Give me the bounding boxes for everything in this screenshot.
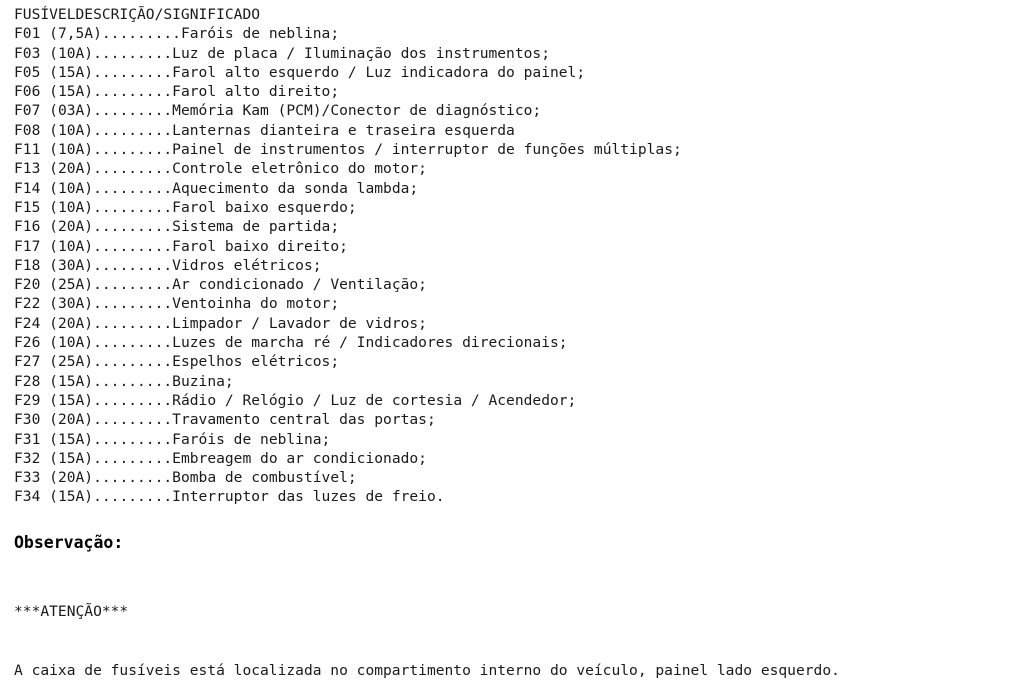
fuse-description: Luzes de marcha ré / Indicadores direcionais; [172,334,568,352]
fuse-row [14,237,1014,256]
observation-warning: ***ATENÇÃO*** [14,603,129,620]
fuse-row [14,198,1014,217]
fuse-amperage: (25A) [49,276,94,294]
fuse-row [14,314,1014,333]
fuse-row [14,294,1014,313]
fuse-description: Faróis de neblina; [172,430,331,448]
fuse-id: F26 [14,334,41,352]
fuse-leader-dots: ......... [93,83,173,101]
fuse-leader-dots: ......... [93,141,173,159]
fuse-row [14,24,1014,43]
fuse-row [14,179,1014,198]
fuse-amperage: (15A) [49,488,94,506]
fuse-id: F32 [14,449,41,467]
fuse-leader-dots: ......... [93,430,173,448]
fuse-description: Buzina; [172,372,234,390]
fuse-amperage: (15A) [49,63,94,81]
observation-block [14,563,840,700]
fuse-amperage: (10A) [49,237,94,255]
fuse-description: Interruptor das luzes de freio. [172,488,445,506]
fuse-row [14,275,1014,294]
fuse-leader-dots: ......... [93,276,173,294]
fuse-description: Memória Kam (PCM)/Conector de diagnóstico; [172,102,542,120]
fuse-leader-dots: ......... [93,102,173,120]
fuse-id: F31 [14,430,41,448]
fuse-amperage: (15A) [49,449,94,467]
fuse-leader-dots: ......... [93,256,173,274]
observation-title: Observação: [14,533,124,552]
fuse-leader-dots: ......... [93,411,173,429]
fuse-amperage: (03A) [49,102,94,120]
fuse-document [14,5,1014,507]
fuse-id: F29 [14,391,41,409]
fuse-description: Ventoinha do motor; [172,295,340,313]
fuse-leader-dots: ......... [93,198,173,216]
fuse-row [14,82,1014,101]
fuse-id: F11 [14,141,41,159]
fuse-row [14,487,1014,506]
fuse-id: F20 [14,276,41,294]
fuse-row [14,391,1014,410]
fuse-row [14,333,1014,352]
fuse-id: F07 [14,102,41,120]
fuse-description: Faróis de neblina; [180,25,340,43]
fuse-row [14,217,1014,236]
fuse-id: F33 [14,469,41,487]
fuse-amperage: (10A) [49,121,94,139]
fuse-row [14,352,1014,371]
fuse-row [14,256,1014,275]
fuse-id: F06 [14,83,41,101]
fuse-amperage: (10A) [49,141,94,159]
fuse-description: Espelhos elétricos; [172,353,340,371]
fuse-id: F05 [14,63,41,81]
fuse-amperage: (20A) [49,469,94,487]
fuse-row [14,159,1014,178]
fuse-description: Ar condicionado / Ventilação; [172,276,427,294]
fuse-amperage: (30A) [49,256,94,274]
fuse-id: F15 [14,198,41,216]
fuse-amperage: (25A) [49,353,94,371]
fuse-amperage: (10A) [49,198,94,216]
table-header: FUSÍVELDESCRIÇÃO/SIGNIFICADO [14,6,261,23]
fuse-amperage: (15A) [49,430,94,448]
fuse-amperage: (10A) [49,334,94,352]
fuse-amperage: (30A) [49,295,94,313]
fuse-leader-dots: ......... [93,295,173,313]
fuse-amperage: (15A) [49,83,94,101]
fuse-row [14,468,1014,487]
fuse-id: F27 [14,353,41,371]
fuse-leader-dots: ......... [101,25,181,43]
fuse-id: F24 [14,314,41,332]
fuse-description: Aquecimento da sonda lambda; [172,179,419,197]
observation-text: A caixa de fusíveis está localizada no compartimento interno do veículo, painel lado esquerdo. [14,661,840,679]
fuse-leader-dots: ......... [93,179,173,197]
fuse-description: Painel de instrumentos / interruptor de funções múltiplas; [172,141,682,159]
fuse-description: Bomba de combustível; [172,469,357,487]
fuse-description: Embreagem do ar condicionado; [172,449,427,467]
fuse-row [14,410,1014,429]
fuse-list [14,24,1014,506]
fuse-leader-dots: ......... [93,469,173,487]
fuse-id: F22 [14,295,41,313]
fuse-leader-dots: ......... [93,121,173,139]
fuse-description: Sistema de partida; [172,218,340,236]
fuse-amperage: (10A) [49,179,94,197]
fuse-description: Farol baixo direito; [172,237,348,255]
fuse-amperage: (15A) [49,391,94,409]
fuse-id: F28 [14,372,41,390]
fuse-amperage: (20A) [49,314,94,332]
fuse-description: Vidros elétricos; [172,256,322,274]
fuse-row [14,44,1014,63]
fuse-amperage: (20A) [49,160,94,178]
fuse-row [14,63,1014,82]
fuse-amperage: (20A) [49,218,94,236]
fuse-row [14,140,1014,159]
fuse-id: F18 [14,256,41,274]
fuse-leader-dots: ......... [93,334,173,352]
fuse-id: F03 [14,44,41,62]
fuse-amperage: (20A) [49,411,94,429]
fuse-id: F30 [14,411,41,429]
fuse-description: Farol alto direito; [172,83,340,101]
fuse-description: Luz de placa / Iluminação dos instrumentos; [172,44,550,62]
fuse-row [14,430,1014,449]
fuse-amperage: (15A) [49,372,94,390]
fuse-description: Farol alto esquerdo / Luz indicadora do painel; [172,63,586,81]
fuse-description: Limpador / Lavador de vidros; [172,314,427,332]
fuse-id: F14 [14,179,41,197]
fuse-leader-dots: ......... [93,44,173,62]
fuse-description: Controle eletrônico do motor; [172,160,427,178]
fuse-description: Travamento central das portas; [172,411,436,429]
fuse-description: Lanternas dianteira e traseira esquerda [172,121,515,139]
fuse-description: Farol baixo esquerdo; [172,198,357,216]
fuse-leader-dots: ......... [93,237,173,255]
fuse-leader-dots: ......... [93,449,173,467]
fuse-row [14,372,1014,391]
fuse-leader-dots: ......... [93,63,173,81]
fuse-id: F13 [14,160,41,178]
fuse-leader-dots: ......... [93,391,173,409]
fuse-row [14,449,1014,468]
fuse-leader-dots: ......... [93,353,173,371]
fuse-description: Rádio / Relógio / Luz de cortesia / Acendedor; [172,391,577,409]
fuse-row [14,101,1014,120]
fuse-leader-dots: ......... [93,314,173,332]
fuse-leader-dots: ......... [93,488,173,506]
fuse-id: F17 [14,237,41,255]
fuse-amperage: (7,5A) [49,25,102,43]
fuse-row [14,121,1014,140]
fuse-amperage: (10A) [49,44,94,62]
fuse-id: F16 [14,218,41,236]
fuse-leader-dots: ......... [93,372,173,390]
fuse-id: F08 [14,121,41,139]
fuse-id: F01 [14,25,41,43]
fuse-leader-dots: ......... [93,160,173,178]
fuse-id: F34 [14,488,41,506]
fuse-leader-dots: ......... [93,218,173,236]
